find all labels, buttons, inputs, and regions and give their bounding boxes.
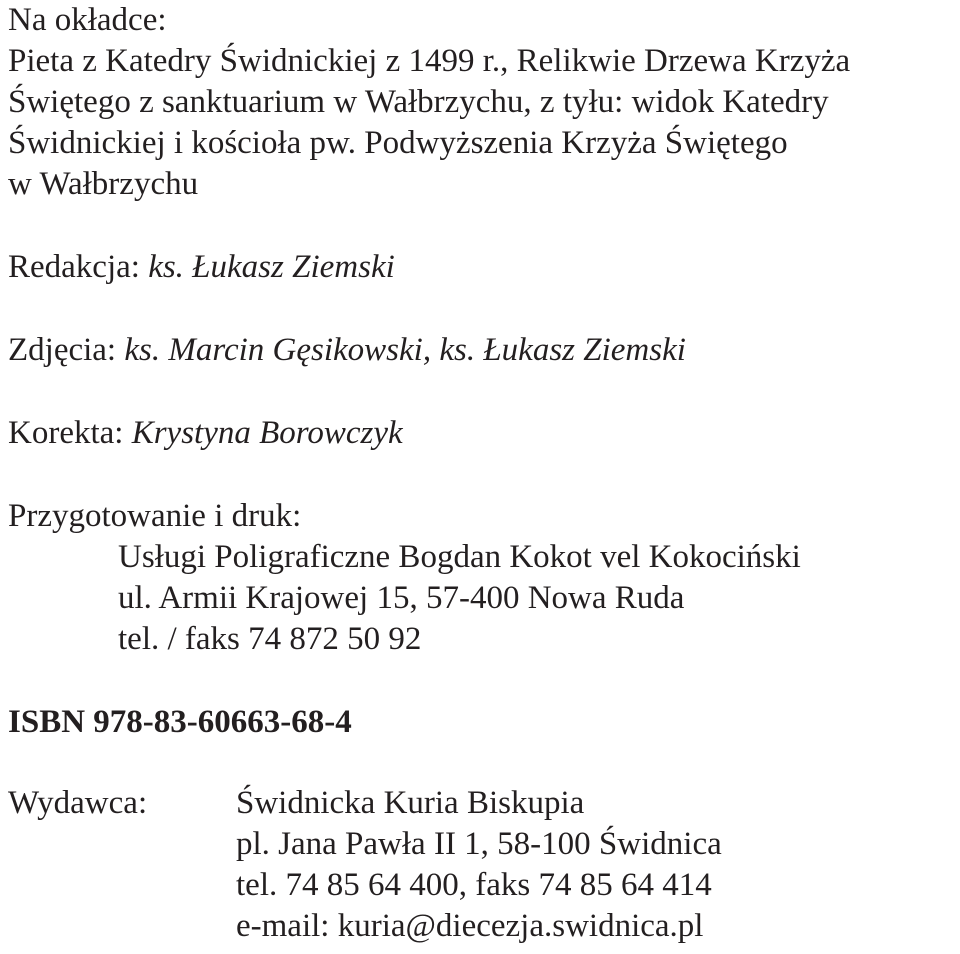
cover-line: w Wałbrzychu — [8, 166, 199, 202]
isbn: ISBN 978-83-60663-68-4 — [8, 704, 352, 740]
printing-line: ul. Armii Krajowej 15, 57-400 Nowa Ruda — [118, 580, 685, 616]
printing-label: Przygotowanie i druk: — [8, 498, 302, 534]
publisher-section — [8, 783, 952, 947]
proofreading-label: Korekta: — [8, 415, 132, 451]
photos-label: Zdjęcia: — [8, 332, 125, 368]
printing-section — [8, 496, 952, 660]
cover-line: Świętego z sanktuarium w Wałbrzychu, z tyłu: widok Katedry — [8, 84, 829, 120]
proofreading-name: Krystyna Borowczyk — [131, 415, 403, 451]
proofreading-credit — [8, 413, 952, 454]
cover-line: Świdnickiej i kościoła pw. Podwyższenia Krzyża Świętego — [8, 125, 788, 161]
publisher-line: tel. 74 85 64 400, faks 74 85 64 414 — [236, 867, 712, 903]
publisher-email: e-mail: kuria@diecezja.swidnica.pl — [236, 908, 704, 944]
publisher-line: pl. Jana Pawła II 1, 58-100 Świdnica — [236, 826, 722, 862]
cover-heading: Na okładce: — [8, 2, 167, 38]
printing-line: Usługi Poligraficzne Bogdan Kokot vel Kokociński — [118, 539, 801, 575]
photos-name: ks. Marcin Gęsikowski, ks. Łukasz Ziemski — [124, 332, 686, 368]
printing-line: tel. / faks 74 872 50 92 — [118, 621, 422, 657]
cover-line: Pieta z Katedry Świdnickiej z 1499 r., Relikwie Drzewa Krzyża — [8, 43, 851, 79]
editor-name: ks. Łukasz Ziemski — [148, 249, 395, 285]
editor-credit — [8, 247, 952, 288]
imprint-page — [8, 0, 952, 947]
cover-section — [8, 0, 952, 205]
publisher-label: Wydawca: — [8, 785, 148, 821]
editor-label: Redakcja: — [8, 249, 149, 285]
publisher-line: Świdnicka Kuria Biskupia — [236, 785, 585, 821]
publisher-details — [236, 783, 722, 947]
photos-credit — [8, 330, 952, 371]
